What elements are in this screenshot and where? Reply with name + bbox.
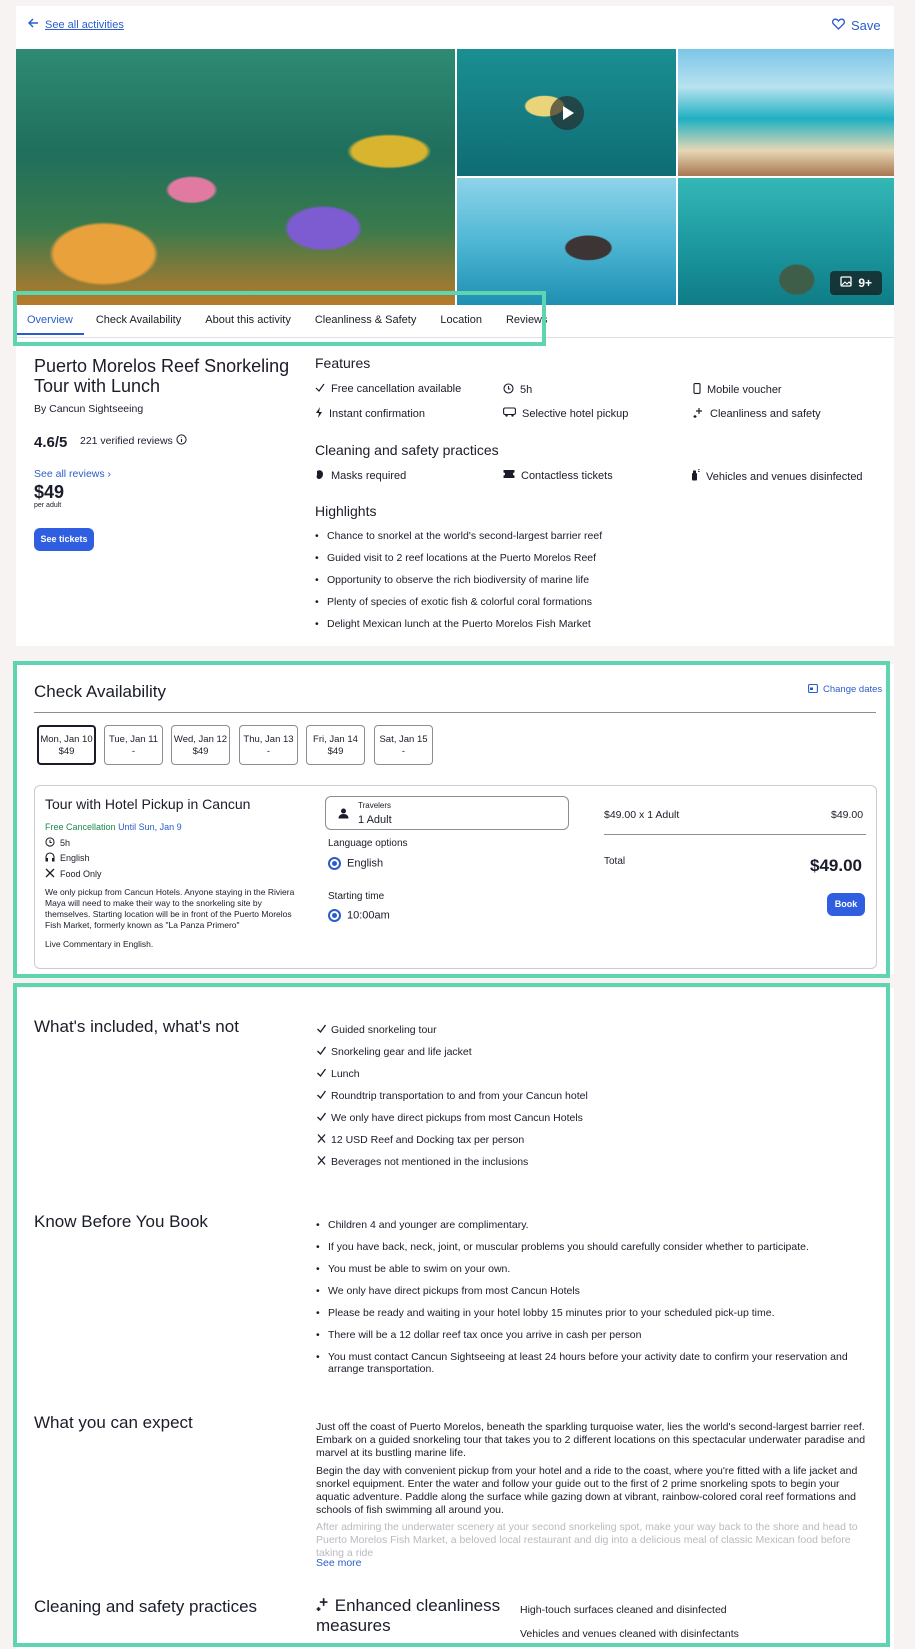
date-chip-selected[interactable]: Mon, Jan 10 $49 (37, 725, 96, 765)
list-item: Lunch (316, 1068, 876, 1080)
cleaning-disinfected: Vehicles and venues disinfected (690, 469, 863, 484)
mask-icon (315, 469, 325, 483)
tab-reviews[interactable]: Reviews (505, 314, 548, 326)
chevron-right-icon: › (107, 468, 112, 480)
arrow-left-icon (28, 18, 39, 31)
total-label: Total (604, 856, 626, 867)
check-icon (316, 1112, 327, 1124)
tab-check-availability[interactable]: Check Availability (95, 314, 182, 326)
expect-paragraph-2: Begin the day with convenient pickup from your hotel and a ride to the coast, where you're fitted with a life jacket and snorkel equipment. Enter the water and follow your guide out to the first of 2 prime snorkeling spots to begin your aquatic adventure. Paddle along the surface while gazing down at vibrant, rainbow-colored coral reef formations and schools of fish swimming all around you. (316, 1465, 858, 1516)
list-item: Roundtrip transportation to and from your Cancun hotel (316, 1090, 876, 1102)
list-item: • Chance to snorkel at the world's second-largest barrier reef (315, 530, 875, 542)
features-title: Features (315, 355, 371, 371)
see-all-reviews-link[interactable]: See all reviews › (34, 468, 112, 480)
expect-paragraph-1: Just off the coast of Puerto Morelos, beneath the sparkling turquoise water, lies the world's second-largest barrier reef. Embark on a guided snorkeling tour that takes you to 2 different locations on this spectacular underwater paradise and marvel at its bustling marine life. (316, 1421, 866, 1459)
x-icon (316, 1156, 327, 1168)
heart-icon (832, 18, 845, 33)
availability-title: Check Availability (34, 682, 166, 701)
person-icon (338, 808, 349, 822)
book-button[interactable]: Book (827, 893, 865, 916)
sparkle-icon (316, 1596, 330, 1615)
language-options-label: Language options (328, 838, 408, 849)
price-unit: per adult (34, 502, 62, 509)
check-icon (316, 1090, 327, 1102)
clock-icon (503, 383, 514, 397)
activity-title: Puerto Morelos Reef Snorkeling Tour with Lunch (34, 356, 290, 396)
feature-hotel-pickup: Selective hotel pickup (503, 407, 628, 420)
availability-divider (34, 712, 876, 713)
list-item: 12 USD Reef and Docking tax per person (316, 1134, 876, 1146)
starting-time-label: Starting time (328, 891, 385, 902)
headphones-icon (45, 852, 55, 864)
check-icon (316, 1046, 327, 1058)
sparkle-icon (693, 407, 704, 421)
list-item: Guided snorkeling tour (316, 1024, 876, 1036)
list-item: • We only have direct pickups from most Cancun Hotels (316, 1285, 876, 1297)
tab-about[interactable]: About this activity (205, 314, 291, 326)
see-tickets-button[interactable]: See tickets (34, 528, 94, 551)
phone-icon (693, 383, 701, 397)
offer-duration: 5h (45, 837, 70, 849)
highlights-list (315, 530, 875, 640)
list-item: • You must contact Cancun Sightseeing at least 24 hours before your activity date to confirm your reservation and arrange transportation. (316, 1351, 876, 1375)
price-divider (604, 834, 866, 835)
travelers-field[interactable] (325, 796, 569, 830)
list-item: • If you have back, neck, joint, or muscular problems you should carefully consider whether to participate. (316, 1241, 876, 1253)
date-chip[interactable]: Wed, Jan 12 $49 (171, 725, 230, 765)
tabs-divider (16, 337, 894, 338)
radio-selected-icon[interactable] (328, 857, 341, 870)
cleaning-masks: Masks required (315, 469, 406, 483)
feature-free-cancellation: Free cancellation available (315, 383, 461, 395)
date-chip[interactable]: Tue, Jan 11 - (104, 725, 163, 765)
list-item: • Delight Mexican lunch at the Puerto Morelos Fish Market (315, 618, 875, 630)
cleaning2-item: Vehicles and venues cleaned with disinfectants (520, 1628, 739, 1640)
check-icon (316, 1068, 327, 1080)
list-item: We only have direct pickups from most Cancun Hotels (316, 1112, 876, 1124)
offer-description: We only pickup from Cancun Hotels. Anyone staying in the Riviera Maya will need to make their way to the snorkeling site by themselves. Starting location will be in front of the Puerto Morelos Fish Market, formerly known as "La Panza Primero" (45, 887, 295, 930)
list-item: Snorkeling gear and life jacket (316, 1046, 876, 1058)
offer-food: Food Only (45, 868, 102, 880)
clock-icon (45, 837, 55, 849)
date-chip[interactable]: Sat, Jan 15 - (374, 725, 433, 765)
list-item: • You must be able to swim on your own. (316, 1263, 876, 1275)
ticket-icon (503, 469, 515, 482)
know-title: Know Before You Book (34, 1212, 208, 1231)
video-thumbnail[interactable] (457, 49, 676, 176)
x-icon (316, 1134, 327, 1146)
line-item: $49.00 x 1 Adult (604, 809, 680, 821)
language-radio[interactable]: English (328, 857, 383, 870)
tab-location[interactable]: Location (440, 314, 482, 326)
offer-language: English (45, 852, 90, 864)
radio-selected-icon[interactable] (328, 909, 341, 922)
offer-title: Tour with Hotel Pickup in Cancun (45, 796, 251, 812)
offer-commentary: Live Commentary in English. (45, 939, 154, 949)
cleaning-title: Cleaning and safety practices (315, 442, 499, 458)
save-button[interactable]: Save (832, 18, 881, 33)
cleaning2-item: High-touch surfaces cleaned and disinfected (520, 1604, 727, 1616)
tab-bar (16, 305, 560, 335)
gallery-image-boat[interactable] (457, 178, 676, 305)
list-item: • Guided visit to 2 reef locations at the Puerto Morelos Reef (315, 552, 875, 564)
know-list (316, 1219, 876, 1385)
date-chip[interactable]: Fri, Jan 14 $49 (306, 725, 365, 765)
bolt-icon (315, 407, 323, 421)
cleaning-contactless: Contactless tickets (503, 469, 613, 482)
reviews-count: 221 verified reviews (80, 434, 187, 448)
info-icon[interactable] (176, 434, 187, 448)
calendar-icon (808, 683, 818, 696)
included-title: What's included, what's not (34, 1017, 239, 1036)
feature-instant-confirmation: Instant confirmation (315, 407, 425, 421)
gallery-image-beach[interactable] (678, 49, 894, 176)
cleanliness-subtitle: Enhanced cleanliness measures (316, 1596, 501, 1635)
included-list (316, 1024, 876, 1178)
play-icon[interactable] (550, 96, 584, 130)
travelers-value: 1 Adult (358, 814, 392, 826)
spray-icon (690, 469, 700, 484)
tab-cleanliness[interactable]: Cleanliness & Safety (314, 314, 417, 326)
cleaning2-title: Cleaning and safety practices (34, 1597, 258, 1616)
date-chip[interactable]: Thu, Jan 13 - (239, 725, 298, 765)
back-link[interactable]: See all activities (28, 18, 124, 31)
gallery-image-underwater[interactable] (678, 178, 894, 305)
more-photos-button[interactable]: 9+ (830, 271, 882, 295)
rating: 4.6/5 (34, 434, 68, 451)
check-icon (316, 1024, 327, 1036)
time-radio[interactable]: 10:00am (328, 909, 390, 922)
line-amount: $49.00 (831, 809, 864, 821)
hero-image[interactable] (16, 49, 455, 305)
list-item: • Opportunity to observe the rich biodiversity of marine life (315, 574, 875, 586)
list-item: • There will be a 12 dollar reef tax once you arrive in cash per person (316, 1329, 876, 1341)
list-item: Beverages not mentioned in the inclusions (316, 1156, 876, 1168)
expect-title: What you can expect (34, 1413, 193, 1432)
check-icon (315, 383, 325, 395)
travelers-label: Travelers (358, 801, 392, 810)
feature-duration: 5h (503, 383, 532, 397)
photos-icon (840, 276, 852, 290)
provider: By Cancun Sightseeing (34, 403, 144, 415)
list-item: • Please be ready and waiting in your hotel lobby 15 minutes prior to your scheduled pick-up time. (316, 1307, 876, 1319)
list-item: • Children 4 and younger are complimentary. (316, 1219, 876, 1231)
feature-mobile-voucher: Mobile voucher (693, 383, 782, 397)
bus-icon (503, 407, 516, 420)
free-cancellation-note: Free Cancellation Until Sun, Jan 9 (45, 822, 182, 832)
tab-overview[interactable]: Overview (16, 305, 84, 335)
utensils-icon (45, 868, 55, 880)
see-more-link[interactable]: See more (316, 1557, 362, 1569)
highlights-title: Highlights (315, 503, 377, 519)
feature-cleanliness: Cleanliness and safety (693, 407, 821, 421)
price: $49 (34, 482, 65, 502)
total-amount: $49.00 (810, 856, 862, 875)
expect-paragraph-3: After admiring the underwater scenery at your second snorkeling spot, make your way back to the shore and head to Puerto Morelos Fish Market, a beloved local restaurant and dig into a delicious meal of classic Mexican food before taking a ride (316, 1521, 858, 1559)
change-dates-link[interactable]: Change dates (808, 683, 882, 696)
list-item: • Plenty of species of exotic fish & colorful coral formations (315, 596, 875, 608)
